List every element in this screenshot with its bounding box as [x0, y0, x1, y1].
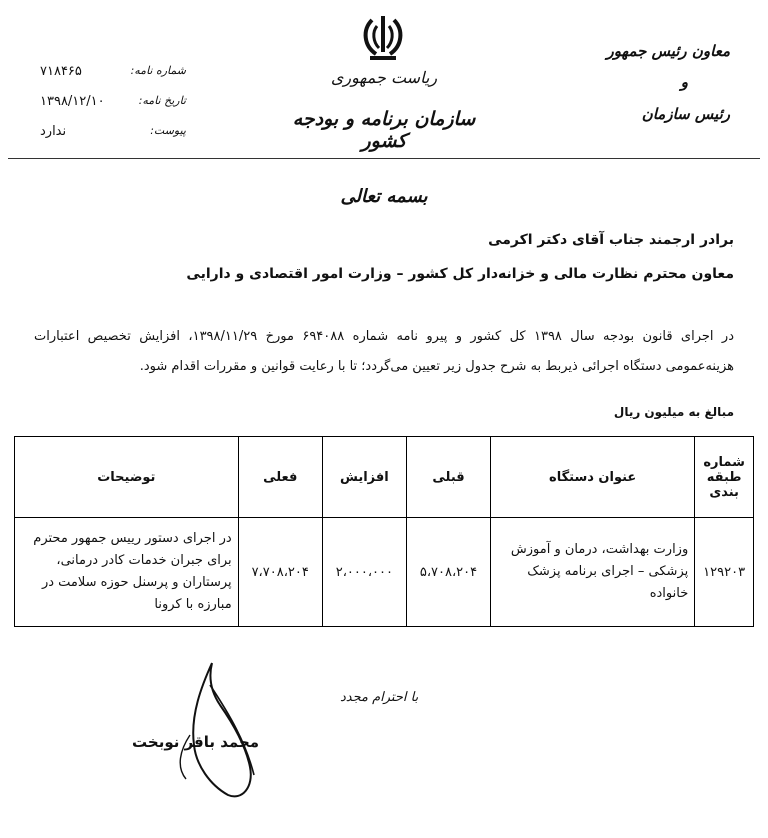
header-previous: قبلی: [406, 437, 490, 518]
closing-phrase: با احترام مجدد: [340, 690, 419, 705]
bismillah: بسمه تعالی: [340, 186, 428, 207]
letter-body: در اجرای قانون بودجه سال ۱۳۹۸ کل کشور و پیرو نامه شماره ۶۹۴۰۸۸ مورخ ۱۳۹۸/۱۱/۲۹، افزایش تخصیص اعتبارات هزینه‌عمومی دستگاه اجرائی ذیربط به شرح جدول زیر تعیین می‌گردد؛ تا با رعایت قوانین و مقررات اقدام شود.: [34, 329, 734, 374]
attachment-value: ندارد: [40, 124, 67, 139]
letter-date-label: تاریخ نامه:: [138, 94, 186, 107]
table-header-row: [15, 437, 754, 518]
cell-current: ۷،۷۰۸،۲۰۴: [238, 518, 322, 627]
recipient-title: معاون محترم نظارت مالی و خزانه‌دار کل کشور – وزارت امور اقتصادی و دارایی: [186, 266, 734, 282]
presidency-title: ریاست جمهوری: [330, 68, 438, 87]
letter-number-label: شماره نامه:: [130, 64, 186, 77]
letter-number-value: ۷۱۸۴۶۵: [40, 64, 82, 79]
handwritten-signature: [150, 655, 290, 805]
iran-emblem-icon: [358, 12, 408, 64]
cell-title: وزارت بهداشت، درمان و آموزش پزشکی – اجرای برنامه پزشک خانواده: [491, 518, 695, 627]
header-classification: شماره طبقه بندی: [695, 437, 754, 518]
header-divider: [8, 158, 760, 159]
cell-classification: ۱۲۹۲۰۳: [695, 518, 754, 627]
allocation-table: [14, 436, 754, 627]
addressee-line-3: رئیس سازمان: [641, 105, 730, 123]
addressee-line-2: و: [680, 73, 688, 91]
amount-unit-note: مبالغ به میلیون ریال: [613, 405, 734, 419]
header-notes: توضیحات: [15, 437, 239, 518]
letter-date-value: ۱۳۹۸/۱۲/۱۰: [40, 94, 105, 109]
header-current: فعلی: [238, 437, 322, 518]
cell-previous: ۵،۷۰۸،۲۰۴: [406, 518, 490, 627]
signer-name: محمد باقر نوبخت: [132, 733, 260, 751]
table-row: [15, 518, 754, 627]
recipient-name: برادر ارجمند جناب آقای دکتر اکرمی: [488, 232, 734, 248]
cell-increase: ۲،۰۰۰،۰۰۰: [322, 518, 406, 627]
attachment-label: پیوست:: [150, 124, 186, 137]
cell-notes: در اجرای دستور رییس جمهور محترم برای جبران خدمات کادر درمانی، پرستاران و پرسنل حوزه سلامت در مبارزه با کرونا: [15, 518, 239, 627]
organization-title: سازمان برنامه و بودجه کشور: [292, 108, 476, 152]
header-increase: افزایش: [322, 437, 406, 518]
header-title: عنوان دستگاه: [491, 437, 695, 518]
addressee-line-1: معاون رئیس جمهور: [606, 42, 730, 60]
